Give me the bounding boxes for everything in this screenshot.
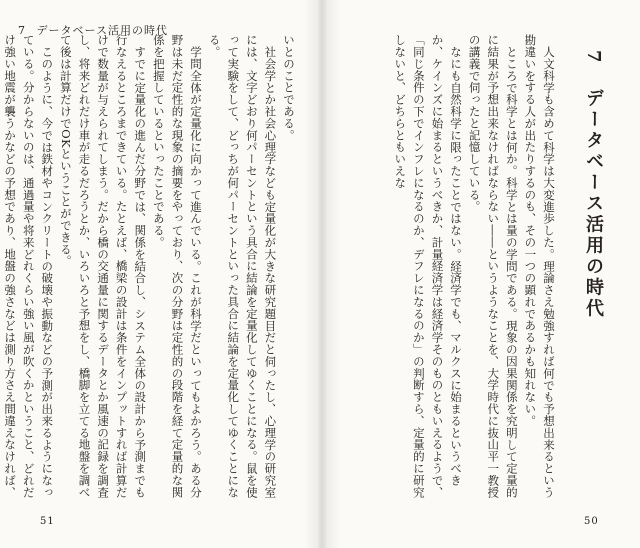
chapter-number: 7: [583, 50, 604, 66]
chapter-heading: [562, 50, 606, 320]
paragraph: いとのことである。: [282, 34, 296, 142]
book-gutter-shadow: [304, 0, 340, 548]
left-page-body: [3, 34, 298, 509]
paragraph: すでに定量化の進んだ分野では、関係を結合し、システム全体の設計から予測までも行なえるところまできている。たとえば、橋梁の設計は条件をインプットすれば計算だけで数量が与えられてしまう。だから橋の交通量に関するデータとか風速の記録を調査し、将来どれだけ車が走るだろうとか、いろいろと予想をし、橋脚を立てる地盤を調べて後は計算だけでOKということができる。: [58, 34, 148, 499]
paragraph: 学問全体が定量化に向かって進んでいる。これが科学だといってもよかろう。ある分野は未だ定性的な現象の摘要をやっており、次の分野は定性的の段階を経て定量的な関係を把握しているといったことである。: [151, 34, 204, 499]
paragraph: なにも自然科学に限ったことではない。経済学でも、マルクスに始まるというべきか、ケインズに始まるというべきか、計量経済学は経済学そのものともいえるようで、「同じ条件の下でインフレになるのか、デフレになるのか」の判断すら、定量的に研究しないと、どちらともいえな: [393, 34, 464, 499]
right-page-body: [344, 34, 558, 509]
running-head-chapter-number: 7: [18, 24, 26, 37]
chapter-title: データベース活用の時代: [583, 88, 604, 320]
paragraph: 社会学とか社会心理学なども定量化が大きな研究題目だと伺ったし、心理学の研究室には、文字どおり何パーセントという具合に結論を定量化してゆくことになる。鼠を使って実験をして、どっちが何パーセントといった具合に結論を定量化してゆくことになる。: [207, 34, 278, 499]
running-head-title: データベース活用の時代: [36, 24, 168, 37]
paragraph: 人文科学も含めて科学は大変進歩した。理論さえ勉強すれば何でも予想出来るという勘違いをする人が出たりするのも、その一つの顕れであるかも知れない。: [523, 34, 556, 498]
paragraph: このように、今では鉄材やコンクリートの破壊や振動などの予測が出来るようになっている。分からないのは、通過量や将来どれくらい強い風が吹くかということ、どれだけ強い地震が襲うかなどの予想であり、地盤の強さなどは測り方さえ間違えなければ、: [3, 34, 55, 499]
page-number-right: 50: [584, 516, 599, 527]
paragraph: ところで科学とは何か。科学とは量の学問である。現象の因果関係を究明して定量的に結果が予想出来なければならない――というようなことを、大学時代に抜山平一教授の講義で伺ったと記憶している。: [467, 34, 519, 499]
page-number-left: 51: [40, 516, 55, 527]
